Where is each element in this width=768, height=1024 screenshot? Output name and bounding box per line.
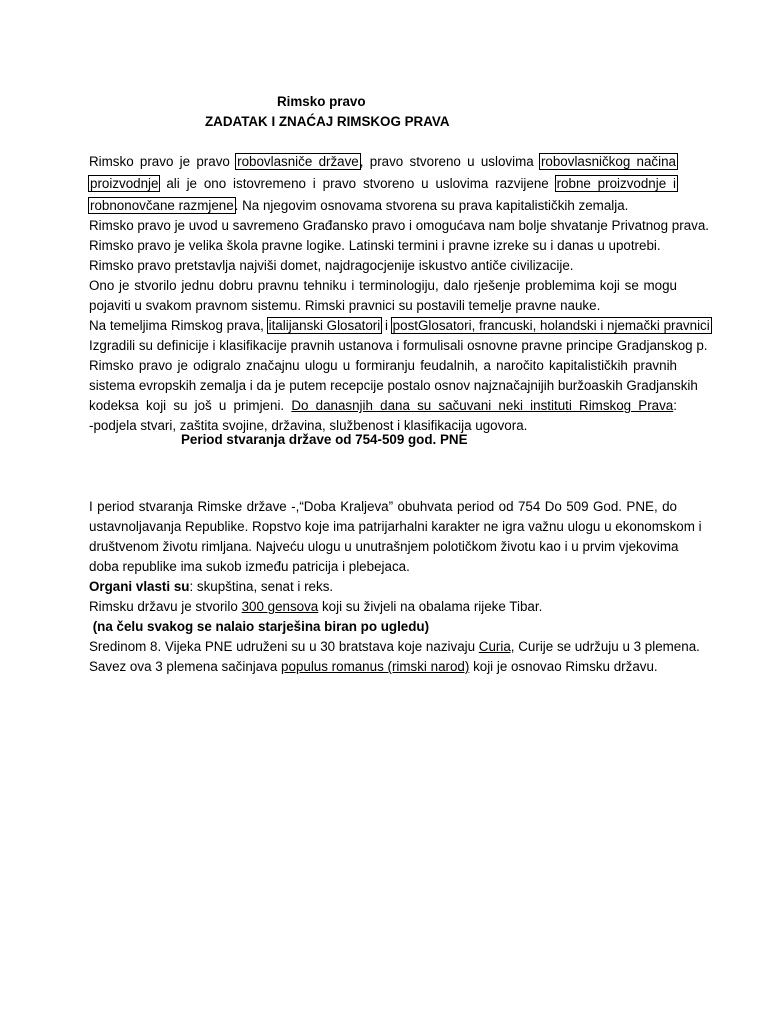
text-run: ali je ono istovremeno i pravo stvoreno u uslovima razvijene — [159, 176, 556, 191]
text-line — [89, 152, 677, 172]
boxed-term: italijanski Glosatori — [268, 318, 381, 333]
text-run: Sredinom 8. Vijeka PNE udruženi su u 30 bratstava koje nazivaju — [89, 639, 479, 654]
text-line: (na čelu svakog se nalaio starješina biran po ugledu) — [89, 619, 430, 634]
text-run: . Na njegovim osnovama stvorena su prava kapitalističkih zemalja. — [234, 198, 629, 213]
text-line: Ono je stvorilo jednu dobru pravnu tehniku i terminologiju, dalo rješenje problemima koji se mogu — [89, 278, 677, 293]
underlined-phrase: Do danasnjih dana su sačuvani neki instituti Rimskog Prava — [291, 398, 674, 413]
section-2-body — [89, 497, 702, 677]
text-run: Savez ova 3 plemena sačinjava — [89, 659, 282, 674]
text-run: koji je osnovao Rimsku državu. — [469, 659, 658, 674]
text-line: doba republike ima sukob između patricija i plebejaca. — [89, 559, 410, 574]
text-line: Rimsko pravo pretstavlja najviši domet, najdragocjenije iskustvo antiče civilizacije. — [89, 258, 574, 273]
boxed-term: proizvodnje — [90, 176, 159, 191]
text-line — [89, 597, 677, 617]
text-line — [89, 174, 677, 194]
text-run: koji su živjeli na obalama rijeke Tibar. — [318, 599, 543, 614]
text-run: Rimsko pravo je pravo — [89, 154, 237, 169]
text-run: i — [381, 318, 392, 333]
boxed-term: robovlasničkog načina — [540, 154, 676, 169]
boxed-term: robovlasniče države — [237, 154, 359, 169]
text-line: I period stvaranja Rimske države -,“Doba Kraljeva” obuhvata period od 754 Do 509 God. PNE, do — [89, 499, 677, 514]
text-run: , pravo stvoreno u uslovima — [359, 154, 540, 169]
underlined-phrase: populus romanus (rimski narod) — [281, 659, 470, 674]
text-line — [89, 637, 700, 657]
text-line — [89, 196, 677, 216]
text-line: Izgradili su definicije i klasifikacije pravnih ustanova i formulisali osnovne pravne principe Gradjanskog p. — [89, 338, 708, 353]
text-line: pojaviti u svakom pravnom sistemu. Rimski pravnici su postavili temelje pravne nauke. — [89, 298, 601, 313]
text-run: Curije se udržuju u 3 plemena. — [514, 639, 700, 654]
section-2-title: Period stvaranja države od 754-509 god. PNE — [181, 432, 468, 447]
text-line: Rimsko pravo je uvod u savremeno Građansko pravo i omogućava nam bolje shvatanje Privatnog prava. — [89, 218, 710, 233]
text-line: Rimsko pravo je velika škola pravne logike. Latinski termini i pravne izreke su i danas u upotrebi. — [89, 238, 661, 253]
text-run: Rimsku državu je stvorilo — [89, 599, 242, 614]
underlined-phrase: 300 gensova — [241, 599, 319, 614]
text-line: -podjela stvari, zaštita svojine, državina, službenost i klasifikacija ugovora. — [89, 418, 528, 433]
boxed-term: robne proizvodnje i — [556, 176, 676, 191]
document-title: Rimsko pravo — [277, 94, 366, 109]
boxed-term: robnonovčane razmjene — [90, 198, 234, 213]
text-line: ustavnoljavanja Republike. Ropstvo koje ima patrijarhalni karakter ne igra važnu ulogu u ekonomskom i — [89, 519, 702, 534]
text-line: društvenom životu rimljana. Najveću ulogu u unutrašnjem polotičkom životu kao i u prvim vjekovima — [89, 539, 679, 554]
text-run: Na temeljima Rimskog prava, — [89, 318, 268, 333]
text-line: sistema evropskih zemalja i da je putem recepcije postalo osnov najznačajnijih buržoaskih Gradjanskih — [89, 378, 698, 393]
text-line — [89, 577, 677, 597]
section-1-body — [89, 152, 710, 436]
text-line: Rimsko pravo je odigralo značajnu ulogu u formiranju feudalnih, a naročito kapitalističkih pravnih — [89, 358, 677, 373]
text-run: : — [673, 398, 677, 413]
bold-phrase: Organi vlasti su — [89, 579, 190, 594]
text-line — [89, 316, 710, 336]
text-run: : skupština, senat i reks. — [189, 579, 334, 594]
text-line — [89, 396, 677, 416]
underlined-phrase: Curia, — [478, 639, 515, 654]
text-line — [89, 657, 677, 677]
boxed-term: postGlosatori, francuski, holandski i njemački pravnici — [392, 318, 710, 333]
text-run: kodeksa koji su još u primjeni. — [89, 398, 292, 413]
document-subtitle: ZADATAK I ZNAĆAJ RIMSKOG PRAVA — [205, 114, 450, 129]
